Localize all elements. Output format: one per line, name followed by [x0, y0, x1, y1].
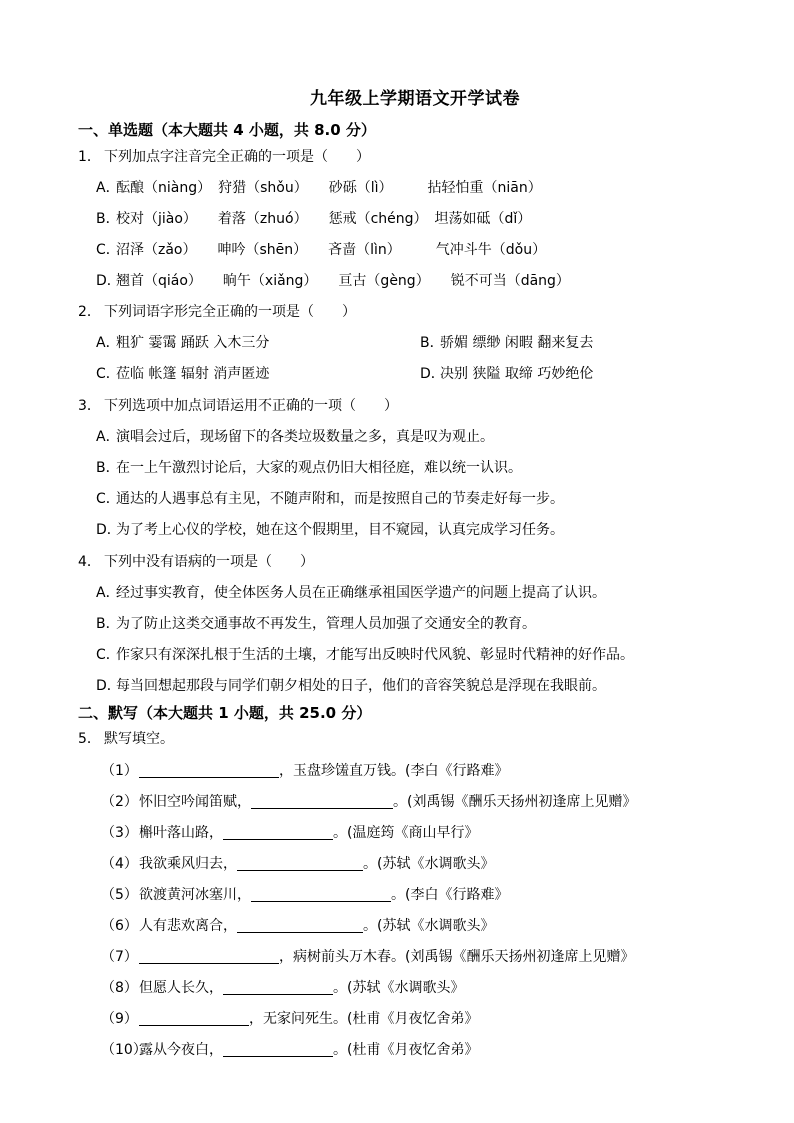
option-text: 酝酿（niàng） 狩猎（shǒu） 砂砾（lì） 拈轻怕重（niān）: [116, 180, 542, 196]
fill-index: （8）: [101, 980, 138, 996]
question-number: 2．: [78, 304, 101, 320]
option-text: 为了防止这类交通事故不再发生，管理人员加强了交通安全的教育。: [116, 616, 536, 632]
question-stem: 下列加点字注音完全正确的一项是（ ）: [104, 149, 370, 165]
option-letter: C．: [96, 366, 120, 382]
option-text: 沼泽（zǎo） 呻吟（shēn） 吝啬（lìn） 气冲斗牛（dǒu）: [116, 242, 547, 258]
answer-blank[interactable]: [139, 763, 279, 778]
answer-blank[interactable]: [223, 825, 333, 840]
fill-index: （7）: [101, 949, 138, 965]
option-letter: B．: [96, 616, 120, 632]
option-1a: [96, 177, 542, 197]
question-stem: 下列选项中加点词语运用不正确的一项（ ）: [104, 398, 398, 414]
option-text: 作家只有深深扎根于生活的土壤，才能写出反映时代风貌、彰显时代精神的好作品。: [116, 647, 634, 663]
fill-item-10: [101, 1039, 478, 1059]
option-1b: [96, 208, 531, 228]
fill-item-1: [101, 760, 508, 780]
option-text: 演唱会过后，现场留下的各类垃圾数量之多，真是叹为观止。: [116, 429, 494, 445]
answer-blank[interactable]: [251, 887, 391, 902]
fill-after: ，玉盘珍馐直万钱。(李白《行路难》: [279, 763, 509, 779]
option-text: 在一上午激烈讨论后，大家的观点仍旧大相径庭，难以统一认识。: [116, 460, 522, 476]
question-number: 3．: [78, 398, 101, 414]
option-letter: A．: [96, 585, 120, 601]
fill-before: 槲叶落山路，: [139, 825, 223, 841]
option-2c: [96, 363, 269, 383]
fill-after: ，无家问死生。(杜甫《月夜忆舍弟》: [249, 1011, 479, 1027]
question-number: 4．: [78, 554, 101, 570]
option-letter: C．: [96, 242, 120, 258]
option-letter: A．: [96, 180, 120, 196]
option-1d: [96, 270, 570, 290]
option-letter: D．: [420, 366, 445, 382]
option-3c: [96, 488, 564, 508]
fill-before: 怀旧空吟闻笛赋，: [139, 794, 251, 810]
answer-blank[interactable]: [237, 856, 363, 871]
answer-blank[interactable]: [223, 1042, 333, 1057]
option-4c: [96, 644, 634, 664]
question-3: [78, 395, 398, 415]
option-text: 每当回想起那段与同学们朝夕相处的日子，他们的音容笑貌总是浮现在我眼前。: [116, 678, 606, 694]
fill-after: 。(苏轼《水调歌头》: [363, 918, 495, 934]
fill-item-6: [101, 915, 494, 935]
fill-before: 我欲乘风归去，: [139, 856, 237, 872]
option-4d: [96, 675, 606, 695]
option-letter: B．: [96, 460, 120, 476]
question-stem: 下列中没有语病的一项是（ ）: [104, 554, 314, 570]
fill-index: （9）: [101, 1011, 138, 1027]
question-5: [78, 728, 174, 748]
option-3d: [96, 519, 564, 539]
option-text: 莅临 帐篷 辐射 消声匿迹: [116, 366, 270, 382]
fill-item-4: [101, 853, 494, 873]
fill-index: （1）: [101, 763, 138, 779]
fill-after: 。(刘禹锡《酬乐天扬州初逢席上见赠》: [393, 794, 637, 810]
option-text: 校对（jiào） 着落（zhuó） 惩戒（chéng） 坦荡如砥（dǐ）: [116, 211, 532, 227]
fill-after: 。(苏轼《水调歌头》: [333, 980, 465, 996]
option-3a: [96, 426, 494, 446]
exam-title-text: 九年级上学期语文开学试卷: [310, 89, 520, 109]
fill-item-5: [101, 884, 508, 904]
answer-blank[interactable]: [237, 918, 363, 933]
fill-index: （10）: [101, 1042, 147, 1058]
question-number: 5．: [78, 731, 101, 747]
option-letter: A．: [96, 429, 120, 445]
fill-index: （4）: [101, 856, 138, 872]
question-stem: 默写填空。: [104, 731, 174, 747]
exam-title: [0, 84, 794, 109]
option-letter: A．: [96, 335, 120, 351]
option-text: 为了考上心仪的学校，她在这个假期里，目不窥园，认真完成学习任务。: [116, 522, 564, 538]
answer-blank[interactable]: [223, 980, 333, 995]
option-letter: C．: [96, 491, 120, 507]
fill-after: 。(杜甫《月夜忆舍弟》: [333, 1042, 479, 1058]
question-stem: 下列词语字形完全正确的一项是（ ）: [104, 304, 356, 320]
answer-blank[interactable]: [251, 794, 393, 809]
option-letter: D．: [96, 678, 121, 694]
option-letter: B．: [420, 335, 444, 351]
option-letter: D．: [96, 522, 121, 538]
option-letter: C．: [96, 647, 120, 663]
fill-item-9: [101, 1008, 478, 1028]
option-3b: [96, 457, 522, 477]
fill-after: 。(李白《行路难》: [391, 887, 509, 903]
fill-before: 露从今夜白，: [139, 1042, 223, 1058]
question-number: 1．: [78, 149, 101, 165]
fill-index: （2）: [101, 794, 138, 810]
fill-before: 人有悲欢离合，: [139, 918, 237, 934]
option-2a: [96, 332, 269, 352]
fill-after: 。(苏轼《水调歌头》: [363, 856, 495, 872]
answer-blank[interactable]: [139, 949, 279, 964]
option-text: 骄媚 缥缈 闲暇 翻来复去: [440, 335, 594, 351]
fill-index: （6）: [101, 918, 138, 934]
fill-after: 。(温庭筠《商山早行》: [333, 825, 479, 841]
option-2b: [420, 332, 593, 352]
fill-before: 欲渡黄河冰塞川，: [139, 887, 251, 903]
fill-index: （5）: [101, 887, 138, 903]
section-heading-1: 一、单选题（本大题共 4 小题，共 8.0 分）: [78, 121, 376, 139]
question-1: [78, 146, 370, 166]
option-text: 通达的人遇事总有主见，不随声附和，而是按照自己的节奏走好每一步。: [116, 491, 564, 507]
fill-item-7: [101, 946, 634, 966]
fill-after: ，病树前头万木春。(刘禹锡《酬乐天扬州初逢席上见赠》: [279, 949, 635, 965]
fill-index: （3）: [101, 825, 138, 841]
section-heading-2: 二、默写（本大题共 1 小题，共 25.0 分）: [78, 704, 372, 722]
option-2d: [420, 363, 593, 383]
option-letter: B．: [96, 211, 120, 227]
option-text: 粗犷 霎霭 踊跃 入木三分: [116, 335, 270, 351]
answer-blank[interactable]: [139, 1011, 249, 1026]
option-4b: [96, 613, 536, 633]
option-text: 翘首（qiáo） 晌午（xiǎng） 亘古（gèng） 锐不可当（dāng）: [116, 273, 570, 289]
fill-item-2: [101, 791, 636, 811]
option-text: 经过事实教育，使全体医务人员在正确继承祖国医学遗产的问题上提高了认识。: [116, 585, 606, 601]
option-text: 决别 狭隘 取缔 巧妙绝伦: [440, 366, 594, 382]
fill-item-3: [101, 822, 478, 842]
option-letter: D．: [96, 273, 121, 289]
question-4: [78, 551, 314, 571]
fill-before: 但愿人长久，: [139, 980, 223, 996]
option-1c: [96, 239, 546, 259]
fill-item-8: [101, 977, 464, 997]
option-4a: [96, 582, 606, 602]
question-2: [78, 301, 356, 321]
